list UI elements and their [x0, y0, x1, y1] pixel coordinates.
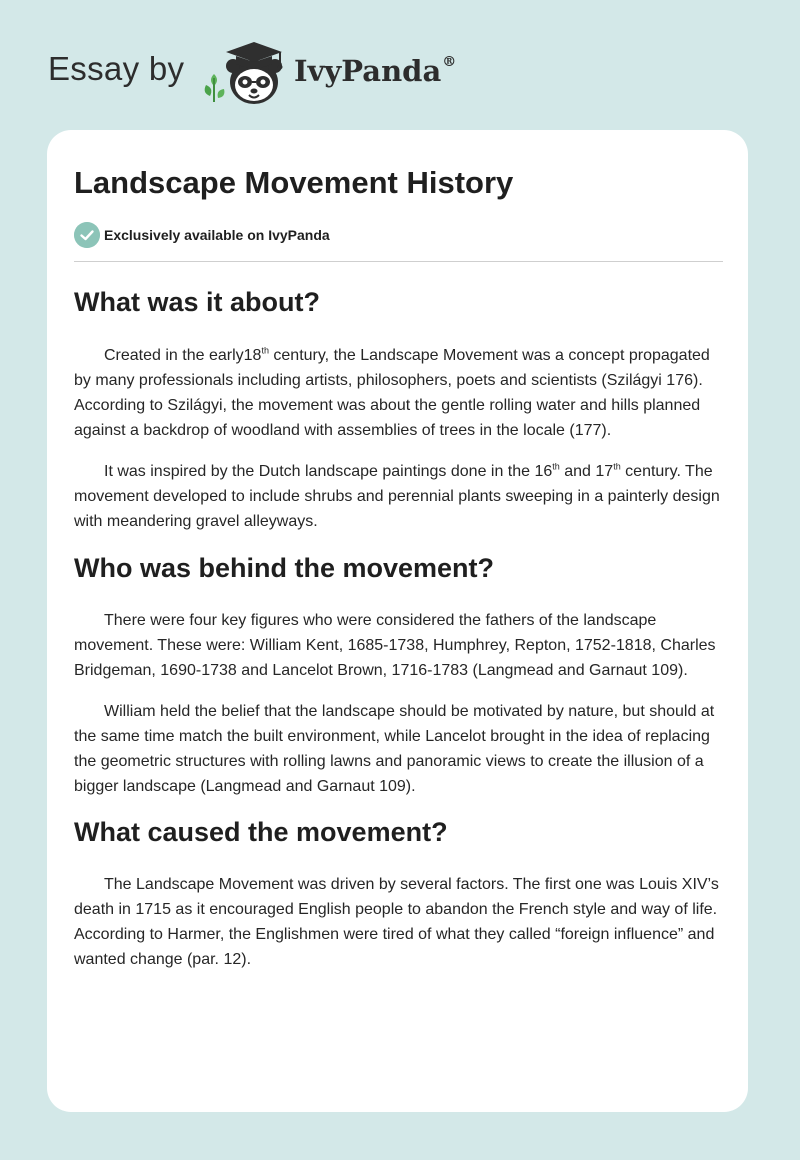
brand-name [294, 54, 456, 88]
ordinal-suffix: th [552, 461, 560, 472]
ordinal-suffix: th [261, 345, 269, 356]
divider [74, 261, 723, 262]
section-heading: What caused the movement? [74, 817, 448, 847]
panda-graduate-icon [200, 34, 296, 110]
paragraph-text: Created in the early18 [104, 347, 262, 364]
brand-prefix: Essay by [48, 50, 185, 87]
page-title: Landscape Movement History [74, 165, 514, 200]
paragraph [74, 343, 724, 443]
check-circle-icon [74, 222, 100, 248]
paragraph-text: It was inspired by the Dutch landscape paintings done in the 16 [104, 463, 553, 480]
essay-card [47, 130, 748, 1112]
paragraph [74, 459, 724, 534]
badge-text: Exclusively available on IvyPanda [104, 227, 330, 243]
paragraph: The Landscape Movement was driven by several factors. The first one was Louis XIV’s death in 1715 as it encouraged English people to abandon the French style and way of life. According to Harmer, the Englishmen were tired of what they called “foreign influence” and wanted change (par. 12). [74, 876, 719, 968]
registered-mark: ® [442, 54, 457, 71]
brand-header [48, 34, 508, 114]
paragraph: William held the belief that the landscape should be motivated by nature, but should at the same time match the built environment, while Lancelot brought in the idea of replacing the geometric structures with rolling lawns and panoramic views to create the illusion of a bigger landscape (Langmead and Garnaut 109). [74, 703, 715, 795]
paragraph: There were four key figures who were considered the fathers of the landscape movement. These were: William Kent, 1685-1738, Humphrey, Repton, 1752-1818, Charles Bridgeman, 1690-1738 and Lancelot Brown, 1716-1783 (Langmead and Garnaut 109). [74, 612, 716, 679]
section-heading: Who was behind the movement? [74, 553, 495, 583]
paragraph-text: and 17 [559, 463, 614, 480]
exclusive-badge [74, 222, 330, 248]
paragraph-text: century. The movement developed to include shrubs and perennial plants sweeping in a painterly design with meandering gravel alleyways. [74, 463, 720, 530]
paragraph-text: century, the Landscape Movement was a concept propagated by many professionals including artists, philosophers, poets and scientists (Szilágyi 176). According to Szilágyi, the movement was about the gentle rolling water and hills planned against a backdrop of woodland with assemblies of trees in the locale (177). [74, 347, 710, 439]
brand-name-text: IvyPanda [294, 54, 442, 88]
ordinal-suffix: th [613, 461, 621, 472]
essay-body [74, 280, 724, 972]
section-heading: What was it about? [74, 287, 320, 317]
